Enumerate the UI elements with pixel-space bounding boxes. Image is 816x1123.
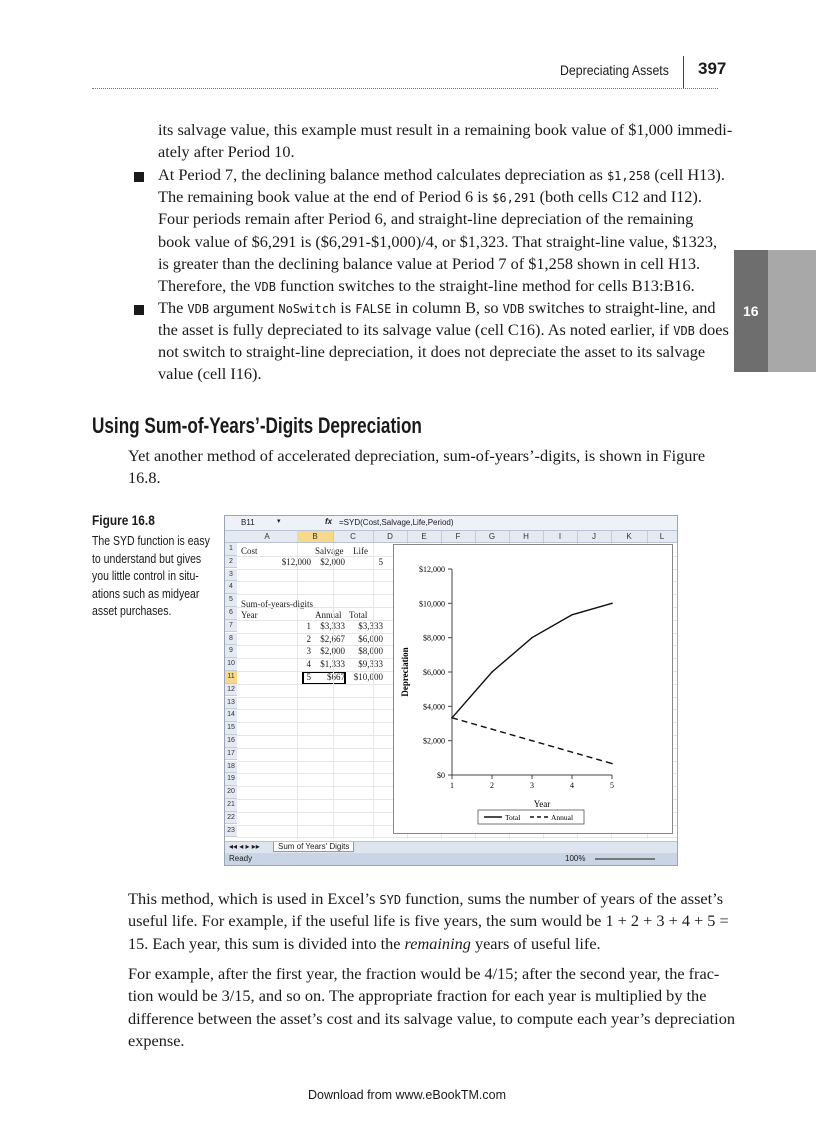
cell-year-header[interactable]: Year xyxy=(241,610,258,620)
row-header-19[interactable]: 19 xyxy=(225,773,237,786)
body-para3-line-4: expense. xyxy=(128,1031,185,1050)
row-header-6[interactable]: 6 xyxy=(225,607,237,620)
cell-year-3[interactable]: 3 xyxy=(306,646,311,657)
y-tick-label: $6,000 xyxy=(423,668,445,677)
bullet1-line-2: The remaining book value at the end of Period 6 is $6,291 (both cells C12 and I12). xyxy=(158,187,702,206)
y-tick-label: $8,000 xyxy=(423,633,445,643)
bullet2-line-2: the asset is fully depreciated to its salvage value (cell C16). As noted earlier, if VDB does xyxy=(158,320,729,339)
depreciation-chart[interactable] xyxy=(393,544,673,834)
bullet2-line-3: not switch to straight-line depreciation, it does not depreciate the asset to its salvage xyxy=(158,342,706,361)
data-point-annual-4 xyxy=(571,751,573,753)
cell-total-2[interactable]: $6,000 xyxy=(358,633,383,644)
row-header-22[interactable]: 22 xyxy=(225,812,237,825)
data-point-total-3 xyxy=(531,637,533,639)
figure-label: Figure 16.8 xyxy=(92,512,155,528)
cell-year-4[interactable]: 4 xyxy=(306,659,311,670)
legend-label-annual: Annual xyxy=(551,813,574,822)
chart-svg xyxy=(394,545,672,833)
y-tick-label: $12,000 xyxy=(419,565,445,574)
column-header-f[interactable]: F xyxy=(441,531,476,542)
column-header-h[interactable]: H xyxy=(509,531,544,542)
cell-method-label[interactable]: Sum-of-years-digits xyxy=(241,599,313,609)
chapter-number: 16 xyxy=(743,303,759,319)
bullet2-line-1: The VDB argument NoSwitch is FALSE in column B, so VDB switches to straight-line, and xyxy=(158,298,716,317)
cell-annual-3[interactable]: $2,000 xyxy=(320,646,345,657)
bullet1-line-3: Four periods remain after Period 6, and straight-line depreciation of the remaining xyxy=(158,209,694,228)
cell-year-1[interactable]: 1 xyxy=(306,620,311,631)
row-header-13[interactable]: 13 xyxy=(225,697,237,710)
column-header-l[interactable]: L xyxy=(647,531,678,542)
y-tick-label: $0 xyxy=(437,771,445,780)
cell-year-2[interactable]: 2 xyxy=(306,633,311,644)
cell-annual-header[interactable]: Annual xyxy=(315,610,342,620)
x-axis-label: Year xyxy=(533,799,551,809)
sheet-nav-arrows-icon[interactable]: ◂◂ ◂ ▸ ▸▸ xyxy=(229,842,260,851)
y-tick-label: $2,000 xyxy=(423,736,445,746)
column-header-k[interactable]: K xyxy=(611,531,648,542)
column-header-a[interactable]: A xyxy=(237,531,298,542)
data-point-total-5 xyxy=(611,603,613,605)
bullet2-line-4: value (cell I16). xyxy=(158,364,262,383)
body-para3-line-2: tion would be 3/15, and so on. The appropriate fraction for each year is multiplied by the xyxy=(128,986,707,1005)
formula-bar xyxy=(225,516,677,531)
section-heading: Using Sum-of-Years’-Digits Depreciation xyxy=(92,413,422,438)
row-header-21[interactable]: 21 xyxy=(225,799,237,812)
gridline-vertical xyxy=(333,543,334,839)
cell-cost-label[interactable]: Cost xyxy=(241,546,258,556)
column-header-e[interactable]: E xyxy=(407,531,442,542)
x-tick-label: 3 xyxy=(530,781,534,790)
body-para2-line-2: useful life. For example, if the useful life is five years, the sum would be 1 + 2 + 3 + 4 + 5 = xyxy=(128,911,729,930)
row-header-15[interactable]: 15 xyxy=(225,722,237,735)
sheet-tab-bar xyxy=(225,841,677,853)
row-header-23[interactable]: 23 xyxy=(225,825,237,838)
gridline-vertical xyxy=(677,543,678,839)
data-point-total-2 xyxy=(491,671,493,673)
row-header-7[interactable]: 7 xyxy=(225,620,237,633)
x-tick-label: 2 xyxy=(490,781,494,790)
column-header-g[interactable]: G xyxy=(475,531,510,542)
bullet1-line-6: Therefore, the VDB function switches to the straight-line method for cells B13:B16. xyxy=(158,276,695,295)
data-point-annual-5 xyxy=(611,763,613,765)
zoom-level: 100% xyxy=(565,854,586,863)
running-head: Depreciating Assets xyxy=(560,62,669,78)
page-number: 397 xyxy=(698,59,727,78)
cell-annual-5[interactable]: $667 xyxy=(303,672,345,684)
row-header-8[interactable]: 8 xyxy=(225,633,237,646)
row-header-14[interactable]: 14 xyxy=(225,709,237,722)
cell-annual-2[interactable]: $2,667 xyxy=(320,633,345,644)
row-header-5[interactable]: 5 xyxy=(225,594,237,607)
row-header-17[interactable]: 17 xyxy=(225,748,237,761)
cell-life-value[interactable]: 5 xyxy=(378,557,383,567)
y-tick-label: $10,000 xyxy=(419,599,445,609)
bullet-marker xyxy=(134,305,144,315)
zoom-slider[interactable] xyxy=(595,858,655,860)
cell-cost-value[interactable]: $12,000 xyxy=(281,557,311,567)
status-text: Ready xyxy=(229,854,253,863)
series-line-total xyxy=(452,603,612,717)
intro-line-1: its salvage value, this example must result in a remaining book value of $1,000 immedi- xyxy=(158,120,733,139)
column-headers xyxy=(225,531,677,543)
body-para2-line-1: This method, which is used in Excel’s SYD function, sums the number of years of the asset’s xyxy=(128,889,724,908)
bullet1-line-1: At Period 7, the declining balance method calculates depreciation as $1,258 (cell H13). xyxy=(158,165,725,184)
column-header-i[interactable]: I xyxy=(543,531,578,542)
gridline-vertical xyxy=(373,543,374,839)
body-para3-line-3: difference between the asset’s cost and its salvage value, to compute each year’s depreciation xyxy=(128,1009,735,1028)
row-header-1[interactable]: 1 xyxy=(225,543,237,556)
sheet-tab[interactable]: Sum of Years' Digits xyxy=(273,842,354,852)
column-header-b[interactable]: B xyxy=(297,531,334,542)
chapter-tab-stripe xyxy=(768,250,816,372)
row-header-11[interactable]: 11 xyxy=(225,671,237,684)
y-tick-label: $4,000 xyxy=(423,702,445,712)
column-header-d[interactable]: D xyxy=(373,531,408,542)
spreadsheet-screenshot xyxy=(224,515,678,866)
cell-total-4[interactable]: $9,333 xyxy=(358,659,383,670)
column-header-j[interactable]: J xyxy=(577,531,612,542)
data-point-total-4 xyxy=(571,614,573,616)
body-para2-line-3: 15. Each year, this sum is divided into the remaining years of useful life. xyxy=(128,934,601,953)
column-header-c[interactable]: C xyxy=(333,531,374,542)
legend-label-total: Total xyxy=(505,813,521,822)
formula-text[interactable]: =SYD(Cost,Salvage,Life,Period) xyxy=(339,518,454,527)
row-header-9[interactable]: 9 xyxy=(225,645,237,658)
cell-total-header[interactable]: Total xyxy=(349,610,368,620)
row-header-18[interactable]: 18 xyxy=(225,761,237,774)
cell-life-label[interactable]: Life xyxy=(353,546,368,556)
data-point-annual-2 xyxy=(491,728,493,730)
body-para3-line-1: For example, after the first year, the fraction would be 4/15; after the second year, the frac- xyxy=(128,964,720,983)
row-header-2[interactable]: 2 xyxy=(225,556,237,569)
fx-icon: fx xyxy=(325,517,333,526)
section-para-line-1: Yet another method of accelerated depreciation, sum-of-years’-digits, is shown in Figure xyxy=(128,446,706,465)
cell-annual-1[interactable]: $3,333 xyxy=(320,620,345,631)
figure-caption: The SYD function is easy to understand but gives you little control in situ-ations such as midyear asset purchases. xyxy=(92,534,210,618)
dropdown-icon: ▾ xyxy=(277,518,281,525)
x-tick-label: 1 xyxy=(450,781,454,790)
bullet1-line-5: is greater than the declining balance value at Period 7 of $1,258 shown in cell H13. xyxy=(158,254,701,273)
data-point-annual-1 xyxy=(451,717,453,719)
cell-salvage-value[interactable]: $2,000 xyxy=(320,557,345,567)
cell-total-5[interactable]: $10,000 xyxy=(353,672,383,682)
cell-year-5[interactable]: 5 xyxy=(306,672,311,682)
footer-download-text: Download from www.eBookTM.com xyxy=(308,1088,506,1102)
x-tick-label: 5 xyxy=(610,781,614,790)
cell-total-3[interactable]: $8,000 xyxy=(358,646,383,657)
x-tick-label: 4 xyxy=(570,781,574,790)
intro-line-2: ately after Period 10. xyxy=(158,142,295,161)
section-para-line-2: 16.8. xyxy=(128,468,161,487)
status-bar xyxy=(225,853,677,865)
row-header-3[interactable]: 3 xyxy=(225,569,237,582)
row-header-20[interactable]: 20 xyxy=(225,786,237,799)
y-axis-label: Depreciation xyxy=(400,647,410,697)
header-divider xyxy=(683,56,684,88)
data-point-annual-3 xyxy=(531,740,533,742)
header-rule xyxy=(92,88,718,89)
cell-annual-4[interactable]: $1,333 xyxy=(320,659,345,670)
row-header-4[interactable]: 4 xyxy=(225,581,237,594)
row-header-16[interactable]: 16 xyxy=(225,735,237,748)
bullet1-line-4: book value of $6,291 is ($6,291-$1,000)/4, or $1,323. That straight-line value, $1323, xyxy=(158,232,718,251)
gridline-vertical xyxy=(297,543,298,839)
bullet-marker xyxy=(134,172,144,182)
cell-total-1[interactable]: $3,333 xyxy=(358,620,383,631)
row-header-10[interactable]: 10 xyxy=(225,658,237,671)
name-box[interactable]: B11 xyxy=(241,518,255,527)
row-header-12[interactable]: 12 xyxy=(225,684,237,697)
cell-salvage-label[interactable]: Salvage xyxy=(315,546,344,556)
